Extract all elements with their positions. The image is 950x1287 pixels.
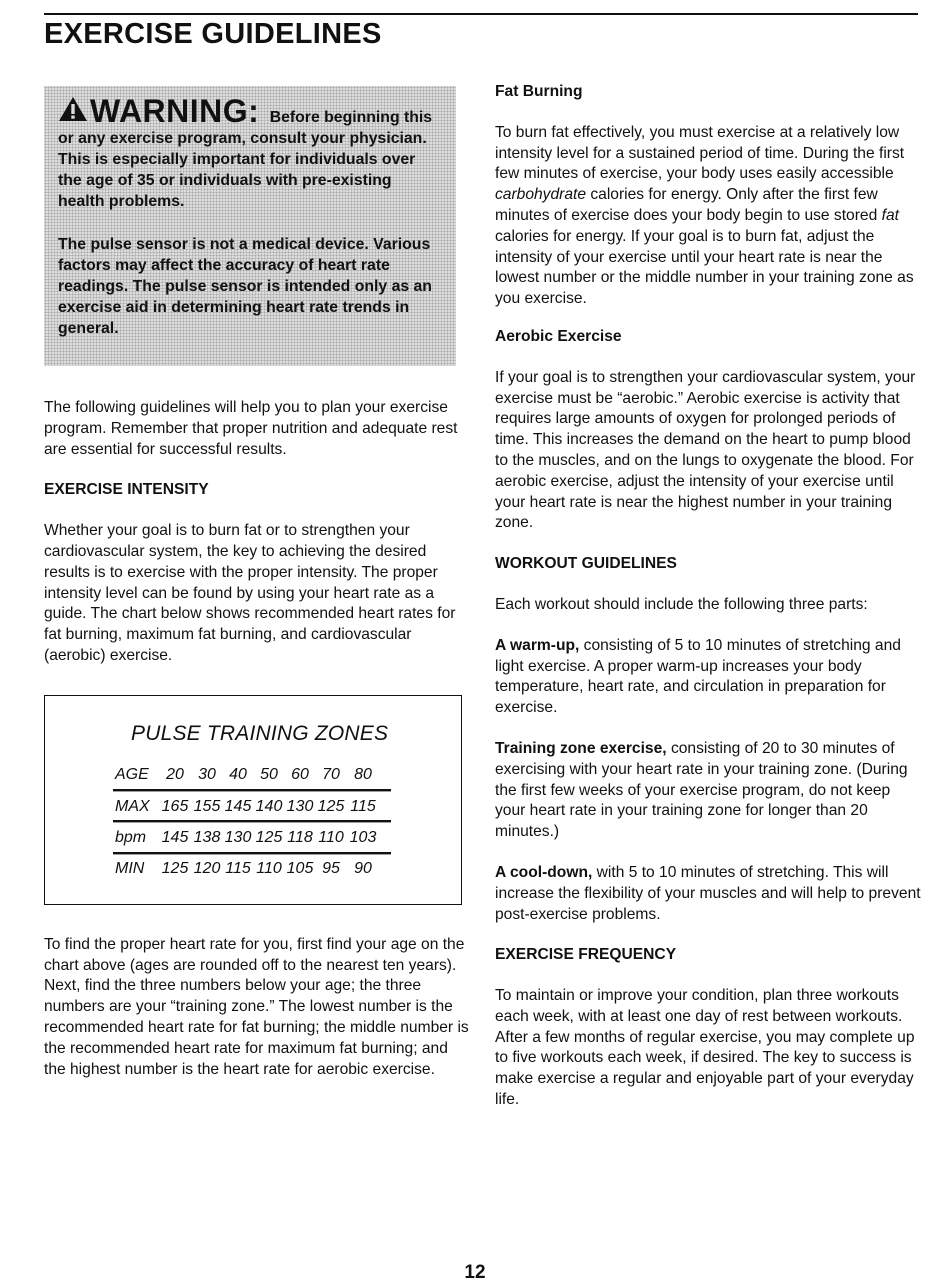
zones-cell: 120 (193, 859, 221, 877)
zones-cell: 138 (193, 828, 221, 846)
fat-text-2: calories for energy. Only after the first few minutes of exercise does your body begin to use stored (495, 186, 882, 224)
aerobic-paragraph: If your goal is to strengthen your cardiovascular system, your exercise must be “aerobic.” Aerobic exercise is activity that requires large amounts of oxygen for prolonged periods of time. This increases the demand on the heart to pump blood to the muscles, and on the lungs to oxygenate the blood. For aerobic exercise, adjust the intensity of your exercise until your heart rate is near the highest number in your training zone. (495, 368, 916, 532)
warning-triangle-icon (58, 96, 88, 122)
fat-burning-heading: Fat Burning (495, 83, 583, 100)
workout-intro: Each workout should include the following three parts: (495, 595, 868, 613)
zones-cell: 103 (349, 828, 377, 846)
zones-cell: 125 (317, 797, 345, 815)
zones-row-rule (113, 820, 391, 822)
zones-row-rule (113, 789, 391, 791)
zones-cell: 130 (286, 797, 314, 815)
zones-cell: 110 (256, 859, 282, 877)
zones-cell: 115 (225, 859, 251, 877)
find-heart-rate-paragraph: To find the proper heart rate for you, first find your age on the chart above (ages are rounded off to the nearest ten years). Next, find the three numbers below your age; the three numbers are your “training zone.” The lowest number is the recommended heart rate for fat burning; the middle number is the recommended heart rate for maximum fat burning; and the highest number is the heart rate for aerobic exercise. (44, 935, 469, 1078)
zones-cell: 125 (161, 859, 189, 877)
zones-cell: 40 (229, 765, 247, 783)
cooldown-label: A cool-down, (495, 863, 593, 881)
training-zone-paragraph (495, 739, 923, 843)
warning-box (44, 86, 456, 366)
page-title: EXERCISE GUIDELINES (44, 18, 382, 50)
warmup-label: A warm-up, (495, 636, 580, 654)
zones-cell: 80 (354, 765, 372, 783)
warning-text-1: Before beginning this or any exercise program, consult your physician. This is especially important for individuals over the age of 35 or individuals with pre-existing health problems. (58, 109, 433, 210)
zones-row-label: bpm (115, 828, 147, 846)
zones-cell: 90 (354, 859, 372, 877)
exercise-frequency-heading: EXERCISE FREQUENCY (495, 946, 677, 964)
zones-cell: 125 (255, 828, 283, 846)
zones-cell: 60 (291, 765, 309, 783)
workout-guidelines-heading: WORKOUT GUIDELINES (495, 555, 677, 573)
exercise-intensity-heading: EXERCISE INTENSITY (44, 481, 209, 499)
zones-cell: 105 (286, 859, 314, 877)
zones-row-label: MAX (115, 797, 150, 815)
zones-row-rule (113, 852, 391, 854)
intro-paragraph: The following guidelines will help you to plan your exercise program. Remember that proper nutrition and adequate rest are essential for successful results. (44, 399, 458, 458)
chart-title: PULSE TRAINING ZONES (131, 721, 389, 745)
zones-table-svg (45, 696, 463, 906)
pulse-training-zones-chart (44, 695, 462, 905)
right-column (495, 82, 923, 1111)
cooldown-paragraph (495, 863, 923, 925)
warmup-text: consisting of 5 to 10 minutes of stretching and light exercise. A proper warm-up increases your body temperature, heart rate, and circulation in preparation for exercise. (495, 636, 901, 717)
zones-cell: 95 (322, 859, 340, 877)
zones-row-label: MIN (115, 859, 145, 877)
aerobic-heading: Aerobic Exercise (495, 327, 622, 345)
fat-burning-paragraph (495, 123, 923, 310)
zones-cell: 110 (318, 828, 344, 846)
zones-cell: 130 (224, 828, 252, 846)
fat-em-fat: fat (881, 206, 899, 224)
warning-heading: WARNING: (90, 93, 260, 129)
zones-cell: 155 (193, 797, 221, 815)
zones-cell: 145 (224, 797, 252, 815)
fat-text-3: calories for energy. If your goal is to burn fat, adjust the intensity of your exercise until your heart rate is near the lowest number or the middle number in your training zone as you exercise. (495, 227, 914, 308)
top-rule (44, 13, 918, 15)
exercise-intensity-paragraph: Whether your goal is to burn fat or to strengthen your cardiovascular system, the key to achieving the desired results is to exercise with the proper intensity. The proper intensity level can be found by using your heart rate as a guide. The chart below shows recommended heart rates for fat burning, maximum fat burning, and cardiovascular (aerobic) exercise. (44, 522, 456, 664)
fat-em-carbohydrate: carbohydrate (495, 186, 587, 204)
exercise-frequency-paragraph: To maintain or improve your condition, plan three workouts each week, with at least one day of rest between workouts. After a few months of regular exercise, you may complete up to five workouts each week, if desired. The key to success is make exercise a regular and enjoyable part of your everyday life. (495, 987, 915, 1109)
warmup-paragraph (495, 636, 923, 719)
zones-cell: 115 (350, 797, 376, 815)
warning-paragraph-1 (58, 93, 442, 212)
zones-cell: 50 (260, 765, 278, 783)
zones-cell: 145 (161, 828, 189, 846)
zones-row-label: AGE (115, 765, 149, 783)
zones-cell: 140 (255, 797, 283, 815)
training-text: consisting of 20 to 30 minutes of exercising with your heart rate in your training zone. (During the first few weeks of your exercise program, do not keep your heart rate in your training zone for longer than 20 minutes.) (495, 739, 908, 841)
zones-cell: 165 (161, 797, 189, 815)
zones-cell: 118 (287, 828, 313, 846)
left-column (44, 86, 472, 1080)
zones-cell: 70 (322, 765, 340, 783)
page-number: 12 (464, 1262, 486, 1283)
fat-text-1: To burn fat effectively, you must exercise at a relatively low intensity level for a sustained period of time. During the first few minutes of exercise, your body uses easily accessible (495, 123, 905, 183)
warning-text-2: The pulse sensor is not a medical device. Various factors may affect the accuracy of heart rate readings. The pulse sensor is intended only as an exercise aid in determining heart rate trends in general. (58, 236, 432, 337)
zones-cell: 30 (198, 765, 216, 783)
training-label: Training zone exercise, (495, 739, 667, 757)
zones-cell: 20 (166, 765, 184, 783)
cooldown-text: with 5 to 10 minutes of stretching. This will increase the flexibility of your muscles and will help to prevent post-exercise problems. (495, 863, 921, 923)
